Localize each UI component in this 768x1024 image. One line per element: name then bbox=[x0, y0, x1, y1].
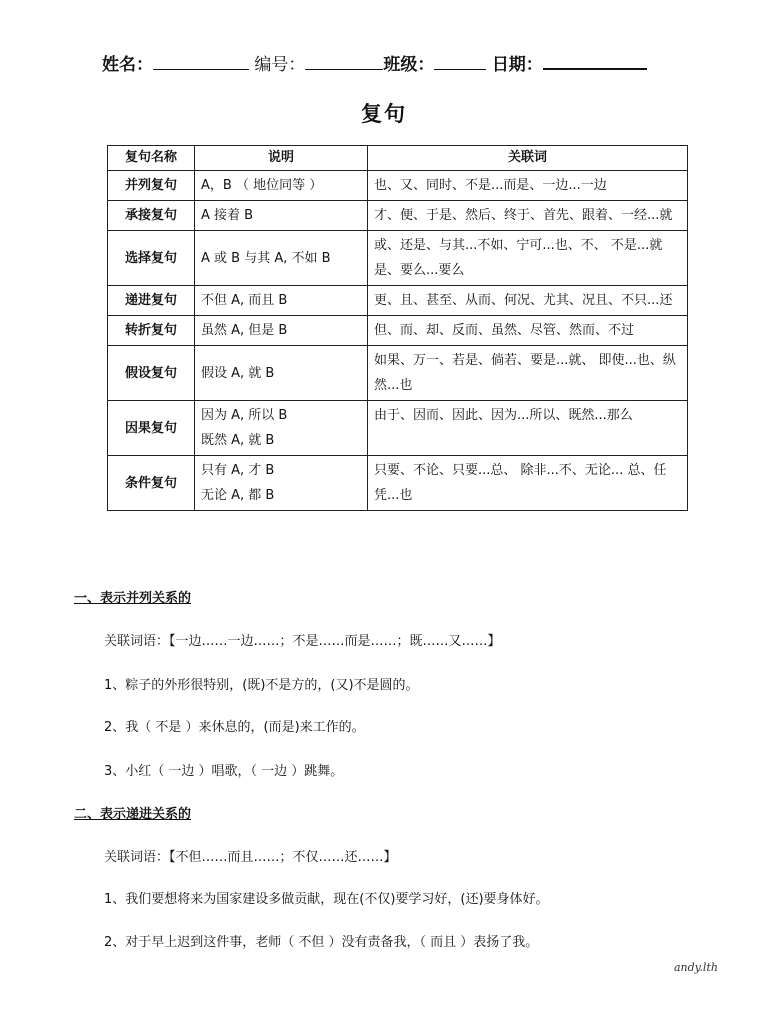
table-row bbox=[108, 456, 688, 511]
desc-line: 无论 A, 都 B bbox=[201, 488, 275, 503]
name-blank[interactable] bbox=[153, 55, 249, 70]
sentence-type-name: 转折复句 bbox=[108, 316, 195, 346]
conjunction-words: 更、且、甚至、从而、何况、尤其、况且、不只...还 bbox=[368, 286, 688, 316]
column-header-name: 复句名称 bbox=[108, 146, 195, 171]
class-blank[interactable] bbox=[434, 55, 486, 70]
table-row bbox=[108, 171, 688, 201]
sentence-type-name: 因果复句 bbox=[108, 401, 195, 456]
example-sentence: 1、我们要想将来为国家建设多做贡献，现在(不仅)要学习好，(还)要身体好。 bbox=[104, 892, 549, 907]
table-row bbox=[108, 401, 688, 456]
conjunction-words: 但、而、却、反而、虽然、尽管、然而、不过 bbox=[368, 316, 688, 346]
section-heading-parallel: 一、表示并列关系的 bbox=[74, 591, 192, 606]
sentence-type-desc bbox=[195, 346, 368, 401]
desc-line: A 接着 B bbox=[201, 208, 254, 223]
student-info-header bbox=[102, 50, 702, 75]
sentence-type-desc bbox=[195, 201, 368, 231]
date-blank[interactable] bbox=[543, 58, 647, 70]
conjunction-words: 或、还是、与其...不如、宁可...也、不、 不是...就是、要么...要么 bbox=[368, 231, 688, 286]
sentence-type-desc bbox=[195, 231, 368, 286]
sentence-type-name: 假设复句 bbox=[108, 346, 195, 401]
sentence-type-desc bbox=[195, 171, 368, 201]
class-label: 班级： bbox=[383, 55, 435, 75]
desc-line: 假设 A, 就 B bbox=[201, 365, 275, 381]
sentence-type-name: 承接复句 bbox=[108, 201, 195, 231]
desc-line: 虽然 A, 但是 B bbox=[201, 323, 288, 338]
desc-line: 不但 A, 而且 B bbox=[201, 293, 288, 308]
column-header-desc: 说明 bbox=[195, 146, 368, 171]
conjunction-words: 如果、万一、若是、倘若、要是...就、 即使...也、纵然...也 bbox=[368, 346, 688, 401]
date-label: 日期： bbox=[491, 55, 543, 75]
table-row bbox=[108, 286, 688, 316]
sentence-type-name: 条件复句 bbox=[108, 456, 195, 511]
table-header-row bbox=[108, 146, 688, 171]
conjunction-words: 由于、因而、因此、因为...所以、既然...那么 bbox=[368, 401, 688, 456]
example-sentence: 2、我（ 不是 ）来休息的，(而是)来工作的。 bbox=[104, 720, 365, 735]
example-sentence: 2、对于早上迟到这件事，老师（ 不但 ）没有责备我，（ 而且 ）表扬了我。 bbox=[104, 935, 539, 950]
sentence-type-desc bbox=[195, 316, 368, 346]
table-row bbox=[108, 231, 688, 286]
sentence-type-desc bbox=[195, 286, 368, 316]
desc-line: 只有 A, 才 B bbox=[201, 463, 275, 478]
table-row bbox=[108, 346, 688, 401]
conjunction-words-line: 关联词语：【不但……而且……；不仅……还……】 bbox=[104, 850, 397, 865]
sentence-type-desc bbox=[195, 456, 368, 511]
number-blank[interactable] bbox=[305, 55, 383, 70]
desc-line: A，B （ 地位同等 ） bbox=[201, 178, 323, 193]
desc-line: 因为 A, 所以 B bbox=[201, 408, 288, 423]
conjunction-words: 只要、不论、只要...总、 除非...不、无论... 总、任 凭...也 bbox=[368, 456, 688, 511]
page-title: 复句 bbox=[361, 102, 407, 126]
column-header-words: 关联词 bbox=[368, 146, 688, 171]
section-heading-progressive: 二、表示递进关系的 bbox=[74, 807, 192, 822]
sentence-type-name: 递进复句 bbox=[108, 286, 195, 316]
conjunction-words: 才、便、于是、然后、终于、首先、跟着、一经...就 bbox=[368, 201, 688, 231]
example-sentence: 3、小红（ 一边 ）唱歌，（ 一边 ）跳舞。 bbox=[104, 764, 344, 779]
example-sentence: 1、粽子的外形很特别，(既)不是方的，(又)不是圆的。 bbox=[104, 678, 419, 693]
conjunction-words-line: 关联词语：【一边……一边……；不是……而是……；既……又……】 bbox=[104, 634, 501, 649]
sentence-type-desc bbox=[195, 401, 368, 456]
name-label: 姓名： bbox=[102, 55, 153, 75]
handwritten-signature: andy.lth bbox=[674, 961, 718, 974]
number-label: 编号： bbox=[254, 55, 306, 75]
desc-line: 既然 A, 就 B bbox=[201, 433, 275, 448]
sentence-type-name: 选择复句 bbox=[108, 231, 195, 286]
complex-sentence-table bbox=[107, 145, 688, 511]
table-row bbox=[108, 316, 688, 346]
conjunction-words: 也、又、同时、不是...而是、一边...一边 bbox=[368, 171, 688, 201]
sentence-type-name: 并列复句 bbox=[108, 171, 195, 201]
desc-line: A 或 B 与其 A, 不如 B bbox=[201, 250, 331, 266]
table-row bbox=[108, 201, 688, 231]
